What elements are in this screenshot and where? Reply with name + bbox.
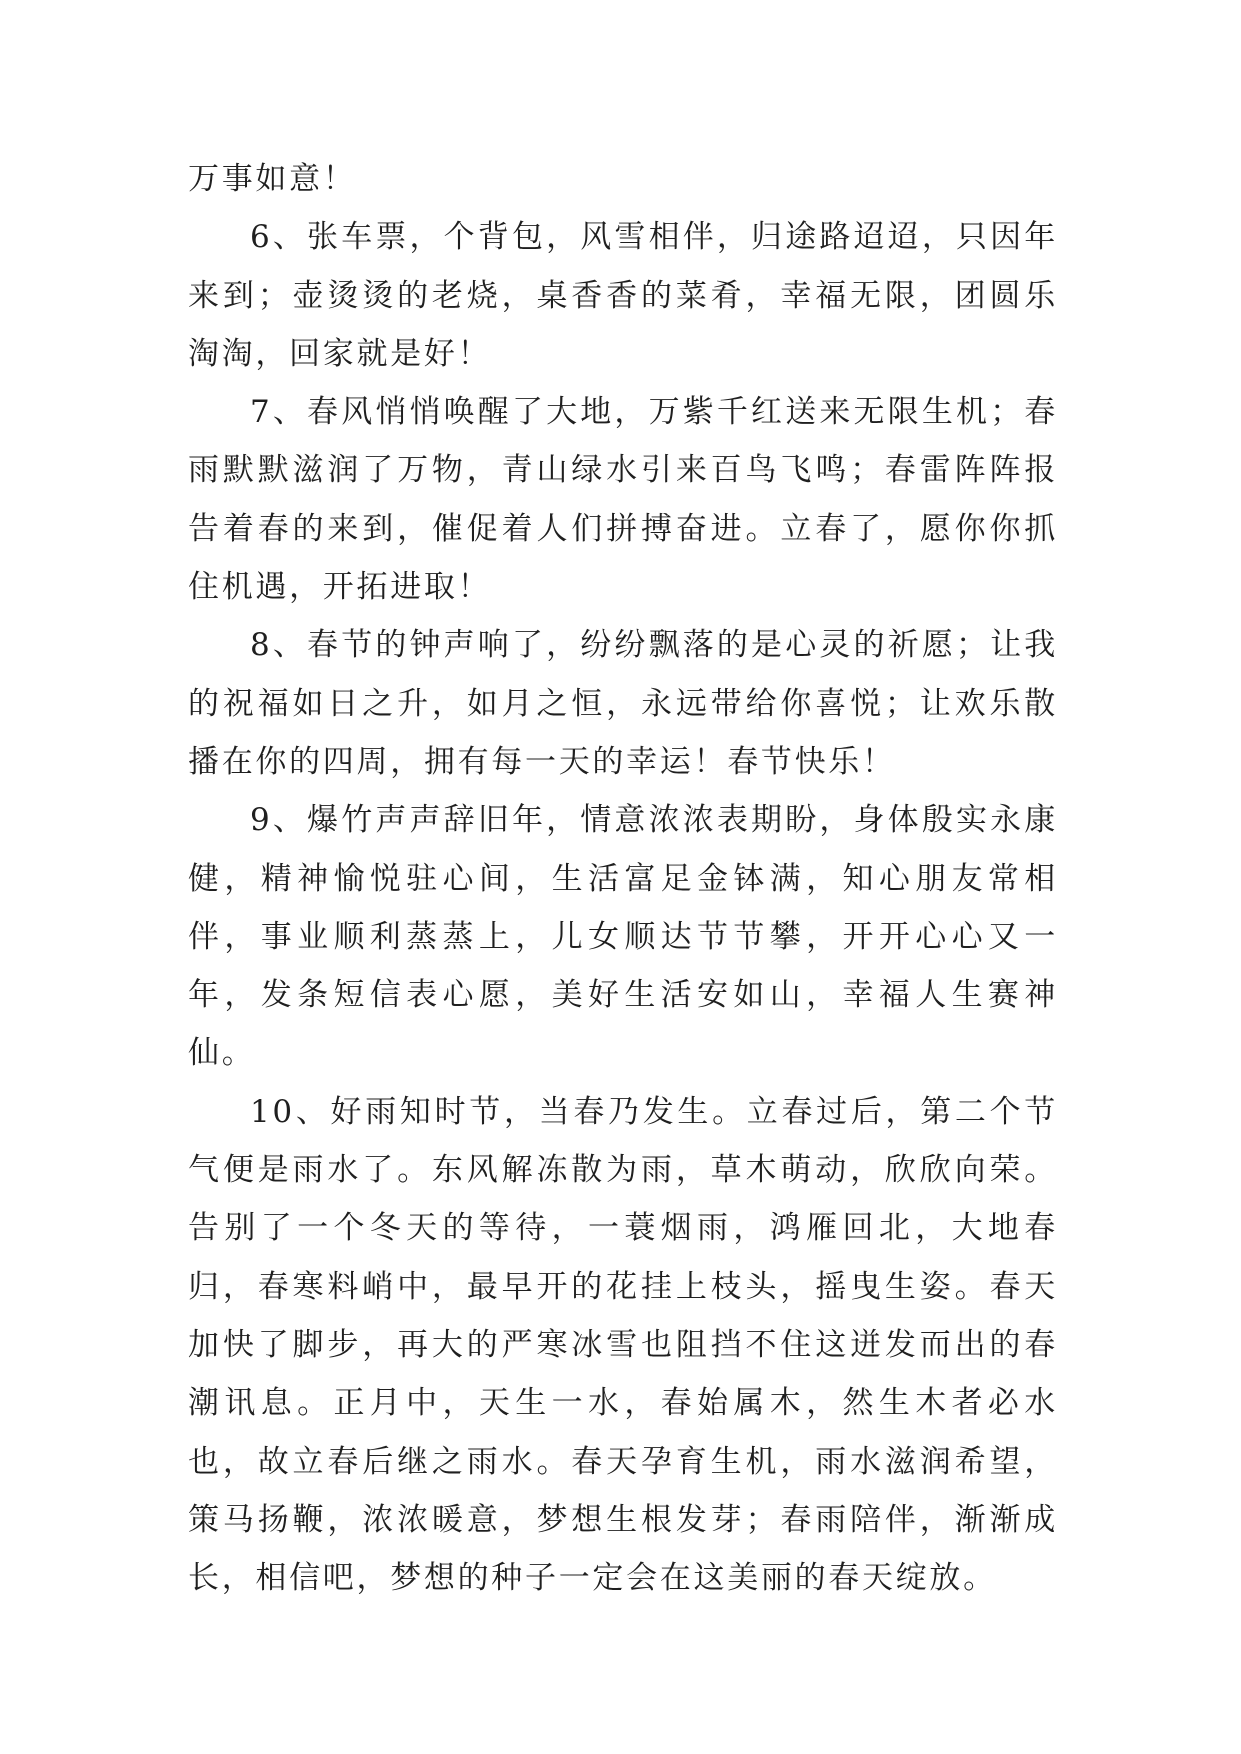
paragraph-continuation: 万事如意！ [188, 161, 357, 197]
paragraph-item-10: 10、好雨知时节，当春乃发生。立春过后，第二个节气便是雨水了。东风解冻散为雨，草木萌动，欣欣向荣。告别了一个冬天的等待，一蓑烟雨，鸿雁回北，大地春归，春寒料峭中，最早开的花挂上枝头，摇曳生姿。春天加快了脚步，再大的严寒冰雪也阻挡不住这迸发而出的春潮讯息。正月中，天生一水，春始属木，然生木者必水也，故立春后继之雨水。春天孕育生机，雨水滋润希望，策马扬鞭，浓浓暖意，梦想生根发芽；春雨陪伴，渐渐成长，相信吧，梦想的种子一定会在这美丽的春天绽放。 [188, 1093, 1058, 1597]
paragraph-item-7: 7、春风悄悄唤醒了大地，万紫千红送来无限生机；春雨默默滋润了万物，青山绿水引来百鸟飞鸣；春雷阵阵报告着春的来到，催促着人们拼搏奋进。立春了，愿你你抓住机遇，开拓进取！ [188, 394, 1058, 606]
paragraph-item-6: 6、张车票，个背包，风雪相伴，归途路迢迢，只因年来到；壶烫烫的老烧，桌香香的菜肴，幸福无限，团圆乐淘淘，回家就是好！ [188, 219, 1058, 372]
paragraph-item-8: 8、春节的钟声响了，纷纷飘落的是心灵的祈愿；让我的祝福如日之升，如月之恒，永远带给你喜悦；让欢乐散播在你的四周，拥有每一天的幸运！春节快乐！ [188, 627, 1058, 780]
document-body [188, 150, 1058, 1607]
paragraph-item-9: 9、爆竹声声辞旧年，情意浓浓表期盼，身体殷实永康健，精神愉悦驻心间，生活富足金钵满，知心朋友常相伴，事业顺利蒸蒸上，儿女顺达节节攀，开开心心又一年，发条短信表心愿，美好生活安如山，幸福人生赛神仙。 [188, 802, 1058, 1072]
